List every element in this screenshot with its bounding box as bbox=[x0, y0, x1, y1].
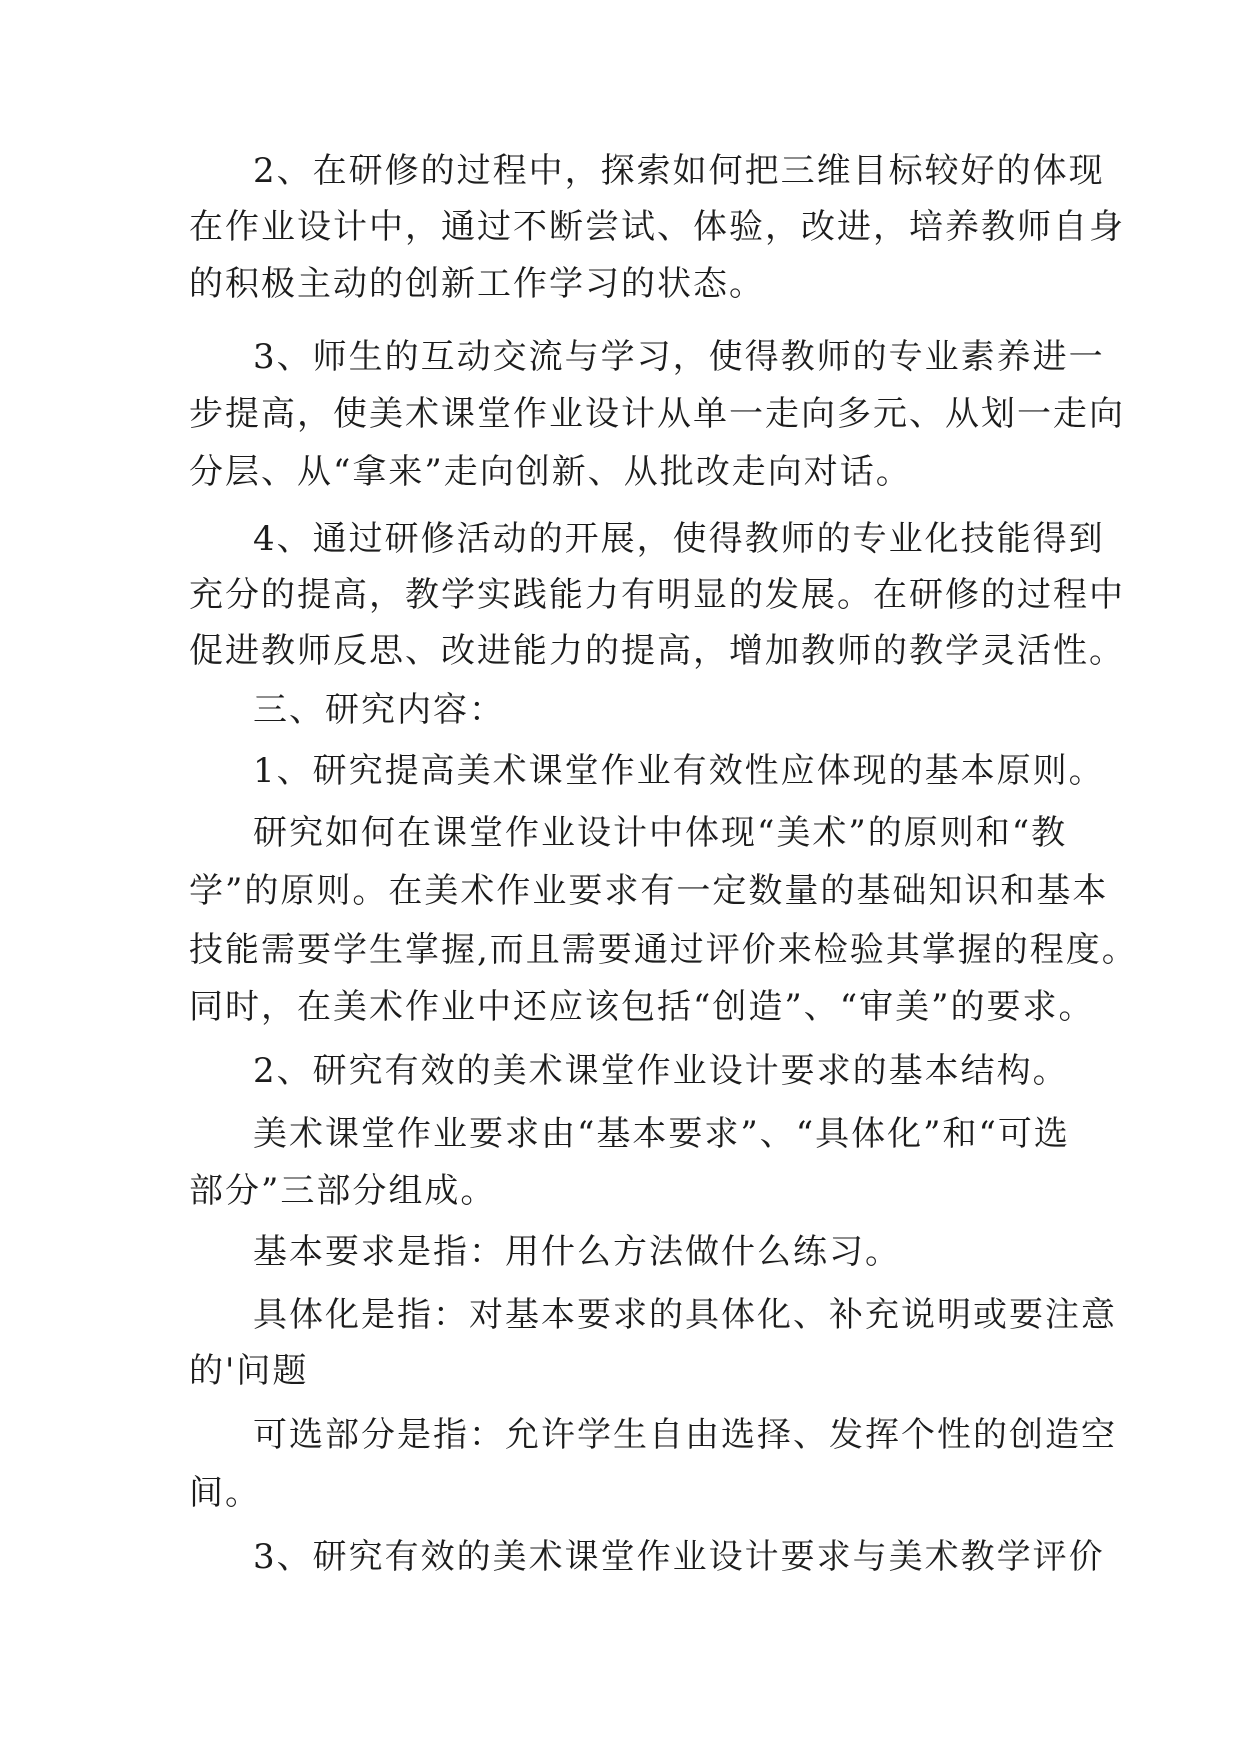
text-line: 2、在研修的过程中，探索如何把三维目标较好的体现 bbox=[253, 151, 1105, 191]
section-heading: 三、研究内容： bbox=[253, 690, 505, 730]
text-line: 可选部分是指：允许学生自由选择、发挥个性的创造空 bbox=[253, 1415, 1117, 1455]
text-line: 具体化是指：对基本要求的具体化、补充说明或要注意 bbox=[253, 1295, 1117, 1335]
text-line: 在作业设计中，通过不断尝试、体验，改进，培养教师自身 bbox=[189, 207, 1125, 247]
text-line: 4、通过研修活动的开展，使得教师的专业化技能得到 bbox=[253, 519, 1105, 559]
text-line: 的'问题 bbox=[189, 1351, 309, 1391]
text-line: 间。 bbox=[189, 1473, 261, 1513]
text-line: 美术课堂作业要求由“基本要求”、“具体化”和“可选 bbox=[253, 1114, 1070, 1154]
text-line: 1、研究提高美术课堂作业有效性应体现的基本原则。 bbox=[253, 751, 1105, 791]
text-line: 促进教师反思、改进能力的提高，增加教师的教学灵活性。 bbox=[189, 631, 1125, 671]
text-line: 3、研究有效的美术课堂作业设计要求与美术教学评价 bbox=[253, 1537, 1105, 1577]
text-line: 2、研究有效的美术课堂作业设计要求的基本结构。 bbox=[253, 1051, 1069, 1091]
text-line: 充分的提高，教学实践能力有明显的发展。在研修的过程中 bbox=[189, 575, 1125, 615]
text-line: 研究如何在课堂作业设计中体现“美术”的原则和“教 bbox=[253, 813, 1068, 853]
text-line: 的积极主动的创新工作学习的状态。 bbox=[189, 264, 765, 304]
text-line: 分层、从“拿来”走向创新、从批改走向对话。 bbox=[189, 452, 912, 492]
text-line: 步提高，使美术课堂作业设计从单一走向多元、从划一走向 bbox=[189, 394, 1125, 434]
text-line: 学”的原则。在美术作业要求有一定数量的基础知识和基本 bbox=[189, 871, 1109, 911]
text-line: 3、师生的互动交流与学习，使得教师的专业素养进一 bbox=[253, 337, 1105, 377]
text-line: 基本要求是指：用什么方法做什么练习。 bbox=[253, 1232, 901, 1272]
text-line: 同时，在美术作业中还应该包括“创造”、“审美”的要求。 bbox=[189, 987, 1095, 1027]
text-line: 部分”三部分组成。 bbox=[189, 1171, 497, 1211]
text-line: 技能需要学生掌握,而且需要通过评价来检验其掌握的程度。 bbox=[189, 930, 1138, 970]
